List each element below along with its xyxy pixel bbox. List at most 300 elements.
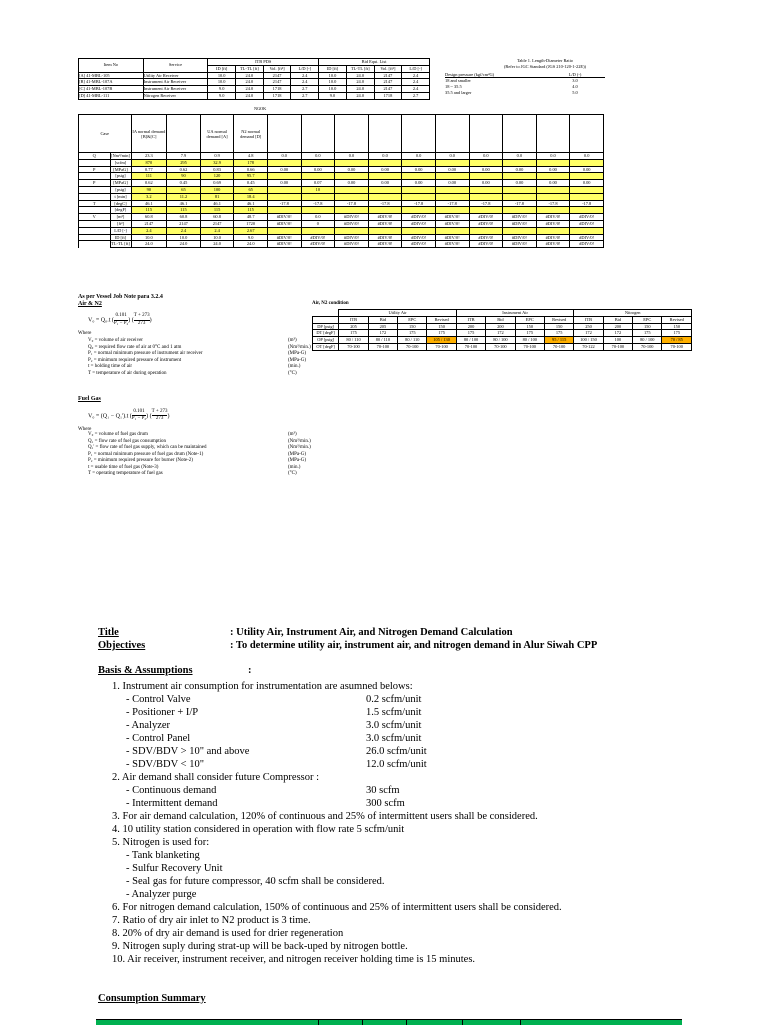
case-symbol	[79, 207, 111, 214]
case-cell: 24.0	[131, 241, 167, 248]
case-cell: 115	[200, 207, 234, 214]
list-item-value: 3.0 scfm/unit	[366, 720, 422, 731]
case-cell: #DIV/0!	[536, 234, 570, 241]
condition-sub-header: Revised	[427, 316, 456, 323]
definition-unit: (Nm³/min.)	[288, 445, 311, 450]
case-cell: #DIV/0!	[536, 241, 570, 248]
case-cell: 0.0	[536, 153, 570, 160]
case-cell	[267, 159, 301, 166]
table-cell: 24.0	[346, 79, 374, 86]
definition-unit: (MPa-G)	[288, 351, 307, 356]
list-item-label: - SDV/BDV > 10" and above	[126, 746, 250, 757]
case-row	[79, 234, 604, 241]
case-cell	[368, 159, 402, 166]
case-symbol: P	[79, 166, 111, 173]
case-cell	[503, 186, 537, 193]
case-cell: 0.00	[570, 166, 604, 173]
definition-text: P₁ = normal minimum pressure of fuel gas drum (Note-1)	[88, 451, 204, 457]
case-cell	[503, 193, 537, 200]
case-cell: 90	[167, 173, 201, 180]
condition-cell: 175	[662, 330, 692, 337]
table-row	[79, 72, 430, 79]
receiver-case-table	[78, 114, 604, 248]
case-cell: 0.45	[167, 180, 201, 187]
condition-cell: 205	[339, 323, 368, 330]
case-cell: 111	[131, 173, 167, 180]
air-definitions	[88, 338, 348, 377]
condition-cell: 175	[427, 330, 456, 337]
ok-label: OK	[260, 106, 267, 111]
case-row	[79, 214, 604, 221]
case-cell: 60.8	[200, 214, 234, 221]
case-cell: -17.8	[435, 200, 469, 207]
definition-row	[88, 471, 348, 478]
case-cell: #DIV/0!	[435, 220, 469, 227]
itb-sub-header: Vol. [ft³]	[263, 65, 291, 72]
case-cell: 0.0	[267, 153, 301, 160]
condition-cell: 70-100	[456, 343, 485, 350]
condition-cell: 150	[427, 323, 456, 330]
list-item: - Seal gas for future compressor, 40 scfm shall be considered.	[126, 876, 385, 887]
condition-cell: 175	[456, 330, 485, 337]
case-cell: 1720	[234, 220, 268, 227]
case-cell	[536, 186, 570, 193]
case-cell: 0.00	[368, 166, 402, 173]
condition-cell: 150	[544, 323, 573, 330]
condition-sub-header: Revised	[662, 316, 692, 323]
air-note-subtitle: Air & N2	[78, 300, 102, 307]
ld-pressure: 18 and smaller	[445, 78, 471, 84]
case-cell	[335, 173, 369, 180]
case-cell: #DIV/0!	[267, 241, 301, 248]
case-cell: #DIV/0!	[335, 234, 369, 241]
case-cell: #DIV/0!	[368, 241, 402, 248]
bid-equip-header: Bid Equi. List	[319, 59, 430, 66]
ld-pressure: 18 ~ 35.5	[445, 84, 462, 90]
condition-table	[312, 309, 692, 351]
case-cell: #DIV/0!	[469, 220, 503, 227]
case-cell: 0.00	[335, 180, 369, 187]
case-cell	[435, 227, 469, 234]
fuel-definitions	[88, 432, 348, 478]
case-cell: #DIV/0!	[267, 220, 301, 227]
case-cell: #DIV/0!	[368, 214, 402, 221]
condition-table-wrap	[312, 301, 692, 351]
condition-cell: 70 / 85	[662, 337, 692, 344]
case-cell: #DIV/0!	[335, 241, 369, 248]
case-cell	[469, 193, 503, 200]
case-unit: ID [ft]	[110, 234, 131, 241]
list-item	[112, 758, 732, 771]
case-cell: 115	[167, 207, 201, 214]
definition-text: T = operating temperature of fuel gas	[88, 471, 163, 476]
condition-cell: 150	[633, 323, 662, 330]
case-cell	[267, 193, 301, 200]
case-cell: #DIV/0!	[402, 234, 436, 241]
case-cell: -17.8	[301, 200, 335, 207]
condition-group: Utility Air	[339, 310, 457, 317]
case-unit: [degC]	[110, 200, 131, 207]
condition-cell: 80 / 100	[515, 337, 544, 344]
table-cell: Instrument Air Receiver	[143, 79, 208, 86]
case-unit: [degF]	[110, 207, 131, 214]
item-9: 9. Nitrogen suply during strat-up will be back-uped by nitrogen bottle.	[112, 941, 408, 952]
case-cell: 81	[200, 193, 234, 200]
case-cell: 2.4	[167, 227, 201, 234]
table-cell: 2.4	[291, 79, 319, 86]
case-row	[79, 159, 604, 166]
case-cell: 11.2	[167, 193, 201, 200]
case-cell: 0.0	[301, 153, 335, 160]
case-cell: 90	[131, 186, 167, 193]
case-row	[79, 166, 604, 173]
table-cell: [C] 41-MBL-107B	[79, 86, 144, 93]
case-symbol: Q	[79, 153, 111, 160]
condition-sub-header: Bid	[486, 316, 515, 323]
n2-use-list	[112, 849, 732, 901]
case-row	[79, 207, 604, 214]
case-cell: 46.1	[131, 200, 167, 207]
case-cell: #DIV/0!	[536, 220, 570, 227]
table-cell: Instrument Air Receiver	[143, 86, 208, 93]
table-cell: 10.0	[208, 72, 236, 79]
doc-header	[98, 626, 718, 677]
ld-ratio-ref: (Refer to JGC Standard (JGS 210-120-1-22E))	[503, 63, 587, 69]
case-cell: 0.0	[301, 214, 335, 221]
condition-sub-header: Bid	[603, 316, 632, 323]
case-cell	[301, 193, 335, 200]
case-cell: 23.3	[131, 153, 167, 160]
case-cell	[267, 207, 301, 214]
case-cell: 46.1	[234, 200, 268, 207]
case-cell	[503, 173, 537, 180]
list-item	[112, 784, 732, 797]
case-cell	[402, 227, 436, 234]
itb-pds-header: ITB PDS	[208, 59, 319, 66]
case-cell: 2.67	[234, 227, 268, 234]
case-cell	[536, 173, 570, 180]
case-cell	[402, 159, 436, 166]
itb-sub-header: L/D [-]	[291, 65, 319, 72]
case-unit: [psig]	[110, 173, 131, 180]
condition-title: Air, N2 condition	[312, 301, 349, 306]
case-cell	[435, 186, 469, 193]
case-cell: 48.7	[234, 214, 268, 221]
air-where: Where	[78, 331, 92, 336]
case-unit: [MPaG]	[110, 166, 131, 173]
case-cell	[402, 193, 436, 200]
case-cell: -17.8	[335, 200, 369, 207]
case-cell: 4.8	[234, 153, 268, 160]
case-cell	[368, 173, 402, 180]
condition-cell: 100 / 150	[574, 337, 603, 344]
list-item-label: - Continuous demand	[126, 785, 217, 796]
condition-cell: 200	[486, 323, 515, 330]
table-cell: 1718	[263, 86, 291, 93]
case-row	[79, 200, 604, 207]
item-10: 10. Air receiver, instrument receiver, and nitrogen receiver holding time is 15 minutes.	[112, 954, 476, 965]
case-cell: #DIV/0!	[570, 214, 604, 221]
case-cell	[368, 186, 402, 193]
condition-cell: 70-100	[486, 343, 515, 350]
case-cell: -17.8	[368, 200, 402, 207]
case-cell: 0.00	[435, 180, 469, 187]
case-cell	[435, 193, 469, 200]
case-row	[79, 153, 604, 160]
condition-cell: 175	[339, 330, 368, 337]
consumption-list	[112, 693, 732, 771]
case-cell: 0.0	[368, 153, 402, 160]
fuel-formula: V₀ = (Q₁ − Q₁').t ( $\frac{0.101}{\text{P₁ − P₂}}$ ) ( $\frac{T + 273}{273}$ )	[88, 408, 170, 421]
table-cell: 2.4	[402, 86, 430, 93]
case-cell	[570, 159, 604, 166]
list-item-label: - SDV/BDV < 10"	[126, 759, 204, 770]
case-cell: 0.00	[402, 166, 436, 173]
item-1: 1. Instrument air consumption for instrumentation are asumned belows:	[112, 681, 413, 692]
definition-row	[88, 371, 348, 378]
list-item: - Analyzer purge	[126, 889, 197, 900]
ld-value: 5.0	[572, 89, 578, 95]
table-cell: 24.0	[236, 79, 264, 86]
condition-label: DT [degF]	[313, 330, 339, 337]
condition-cell: 70-122	[574, 343, 603, 350]
condition-cell: 205	[368, 323, 397, 330]
list-item-label: - Control Valve	[126, 694, 191, 705]
case-cell: 0.83	[200, 166, 234, 173]
air-note	[78, 294, 308, 338]
condition-cell: 175	[544, 330, 573, 337]
condition-row	[313, 330, 692, 337]
list-item	[112, 719, 732, 732]
list-item-value: 1.5 scfm/unit	[366, 707, 422, 718]
ld-ratio-title: Table 1. Length-Diameter Ratio	[516, 58, 574, 63]
list-item-label: - Analyzer	[126, 720, 171, 731]
condition-row	[313, 343, 692, 350]
case-cell: 0.00	[335, 166, 369, 173]
vessel-size-table	[78, 58, 430, 100]
condition-cell: 70-100	[662, 343, 692, 350]
condition-cell: 70-100	[603, 343, 632, 350]
case-cell	[536, 207, 570, 214]
condition-sub-header: ITB	[574, 316, 603, 323]
list-item-value: 3.0 scfm/unit	[366, 733, 422, 744]
case-cell: -17.8	[570, 200, 604, 207]
fraction-3: $\frac{0.101}{\text{P₁ − P₂}}$	[131, 408, 147, 421]
table-cell: 1718	[374, 92, 402, 99]
case-cell: #DIV/0!	[503, 234, 537, 241]
case-cell	[503, 227, 537, 234]
table-cell: Nitrogen Receiver	[143, 92, 208, 99]
definition-text: P₂ = minimum required pressure for burner (Note-2)	[88, 458, 193, 463]
table-cell: 2147	[263, 79, 291, 86]
case-cell: -17.8	[469, 200, 503, 207]
table-cell: 24.0	[236, 86, 264, 93]
condition-cell: 175	[515, 330, 544, 337]
fuel-where: Where	[78, 426, 92, 432]
fuel-note	[78, 396, 308, 433]
condition-cell: 70-100	[398, 343, 427, 350]
case-cell	[503, 207, 537, 214]
case-cell: 95.7	[234, 173, 268, 180]
condition-sub-header: EPC	[515, 316, 544, 323]
table-cell: 9.0	[319, 92, 347, 99]
condition-label: DP [psig]	[313, 323, 339, 330]
table-cell: 10.0	[319, 72, 347, 79]
fraction-4: $\frac{T + 273}{273}$	[151, 408, 168, 421]
case-cell: 0.00	[402, 180, 436, 187]
case-cell: #DIV/0!	[402, 241, 436, 248]
case-cell: #DIV/0!	[301, 234, 335, 241]
definition-text: Q₁' = flow rate of fuel gas supply, which can be maintained	[88, 445, 207, 450]
case-unit: [scfm]	[110, 159, 131, 166]
case-cell: -17.8	[536, 200, 570, 207]
case-cell	[368, 193, 402, 200]
case-cell: 0.00	[435, 166, 469, 173]
condition-cell: 100	[603, 337, 632, 344]
case-cell: #DIV/0!	[335, 214, 369, 221]
case-cell	[368, 207, 402, 214]
case-cell	[335, 186, 369, 193]
case-symbol	[79, 173, 111, 180]
case-unit: [m³]	[110, 214, 131, 221]
case-cell: 178	[234, 159, 268, 166]
definition-unit: (MPa-G)	[288, 451, 307, 457]
table-cell: 2.4	[402, 72, 430, 79]
table-cell: [D] 41-MBL-111	[79, 92, 144, 99]
case-cell	[570, 207, 604, 214]
definition-text: P₁ = normal minimum pressure of instrument air receiver	[88, 351, 203, 356]
case-cell: 120	[200, 173, 234, 180]
case-cell: 0.00	[267, 166, 301, 173]
list-item	[112, 797, 732, 810]
list-item-label: - Intermittent demand	[126, 798, 218, 809]
case-cell: #DIV/0!	[570, 241, 604, 248]
case-cell: 10.0	[167, 234, 201, 241]
case-symbol	[79, 193, 111, 200]
case-cell: 46.1	[200, 200, 234, 207]
case-cell: 0.00	[570, 180, 604, 187]
title-label: Title	[98, 627, 119, 638]
table-cell: 2147	[374, 72, 402, 79]
case-cell: 2.4	[200, 227, 234, 234]
condition-cell: 80 / 100	[633, 337, 662, 344]
condition-cell: 172	[603, 330, 632, 337]
list-item	[112, 693, 732, 706]
table-cell: 2.7	[291, 86, 319, 93]
case-symbol	[79, 227, 111, 234]
case-cell	[536, 159, 570, 166]
fraction-1: $\frac{0.101}{\text{P₁ − P₂}}$	[113, 313, 129, 326]
case-cell	[368, 227, 402, 234]
definition-unit: (°C)	[288, 471, 297, 476]
case-cell: 0.00	[536, 180, 570, 187]
case-cell: 65	[167, 186, 201, 193]
fuel-formula-lhs: V₀ = (Q₁ − Q₁').t	[88, 412, 129, 419]
case-cell	[301, 227, 335, 234]
case-cell: 2147	[167, 220, 201, 227]
table-cell: 2147	[374, 79, 402, 86]
ld-pressure-header: Design pressure (kgf/cm²G)	[445, 71, 495, 77]
objectives-label: Objectives	[98, 640, 146, 651]
condition-cell: 105 / 130	[427, 337, 456, 344]
case-cell	[435, 207, 469, 214]
case-cell: 0.0	[503, 153, 537, 160]
case-cell	[267, 227, 301, 234]
table-cell: 24.0	[346, 92, 374, 99]
condition-cell: 200	[603, 323, 632, 330]
definition-unit: (m³)	[288, 432, 297, 437]
table-cell: 2.4	[402, 79, 430, 86]
table-cell: 24.0	[346, 86, 374, 93]
condition-cell: 250	[574, 323, 603, 330]
condition-cell: 200	[456, 323, 485, 330]
condition-cell: 150	[398, 323, 427, 330]
condition-label: OT [degF]	[313, 343, 339, 350]
table-cell: 2.4	[291, 72, 319, 79]
case-symbol	[79, 159, 111, 166]
case-row	[79, 186, 604, 193]
case-cell: -17.8	[402, 200, 436, 207]
case-cell: 0.62	[131, 180, 167, 187]
case-cell: 9.0	[234, 234, 268, 241]
case-cell: #DIV/0!	[368, 220, 402, 227]
case-cell: 2147	[131, 220, 167, 227]
case-row	[79, 173, 604, 180]
condition-sub-header: ITB	[456, 316, 485, 323]
basis-label: Basis & Assumptions	[98, 665, 193, 676]
case-row	[79, 220, 604, 227]
case-cell: 65	[234, 186, 268, 193]
case-cell: 2147	[200, 220, 234, 227]
itb-sub-header: TL-TL [ft]	[346, 65, 374, 72]
case-cell: 0.00	[368, 180, 402, 187]
item-4: 4. 10 utility station considered in operation with flow rate 5 scfm/unit	[112, 824, 405, 835]
item-8: 8. 20% of dry air demand is used for drier regeneration	[112, 928, 344, 939]
condition-cell: 95 / 115	[544, 337, 573, 344]
case-cell: 0.66	[234, 166, 268, 173]
ld-ratio-table	[445, 58, 605, 96]
list-item	[112, 745, 732, 758]
case-cell: 0.0	[335, 153, 369, 160]
case-unit: [MPaG]	[110, 180, 131, 187]
case-cell	[335, 159, 369, 166]
case-cell	[301, 173, 335, 180]
table-row	[79, 86, 430, 93]
item-3: 3. For air demand calculation, 120% of continuous and 25% of intermittent users shall be considered.	[112, 811, 538, 822]
fuel-note-title: Fuel Gas	[78, 396, 101, 402]
definition-unit: (MPa-G)	[288, 458, 307, 463]
case-cell: 115	[131, 207, 167, 214]
table-cell: 10.0	[208, 79, 236, 86]
case-cell: #DIV/0!	[267, 214, 301, 221]
list-item-label: - Positioner + I/P	[126, 707, 199, 718]
case-cell	[267, 186, 301, 193]
condition-cell: 150	[662, 323, 692, 330]
case-symbol	[79, 186, 111, 193]
case-cell: 0.00	[469, 166, 503, 173]
case-cell: 0.0	[402, 153, 436, 160]
ld-ratio-row	[445, 90, 605, 96]
case-cell: -17.8	[503, 200, 537, 207]
item-6: 6. For nitrogen demand calculation, 150% of continuous and 25% of intermittent users shall be considered.	[112, 902, 562, 913]
case-cell: 0	[301, 220, 335, 227]
case-cell: 0.00	[267, 180, 301, 187]
case-cell	[469, 173, 503, 180]
case-cell: #DIV/0!	[570, 220, 604, 227]
case-unit: [Nm³/min]	[111, 153, 130, 158]
condition-cell: 70-100	[427, 343, 456, 350]
condition-group: Instrument Air	[456, 310, 574, 317]
